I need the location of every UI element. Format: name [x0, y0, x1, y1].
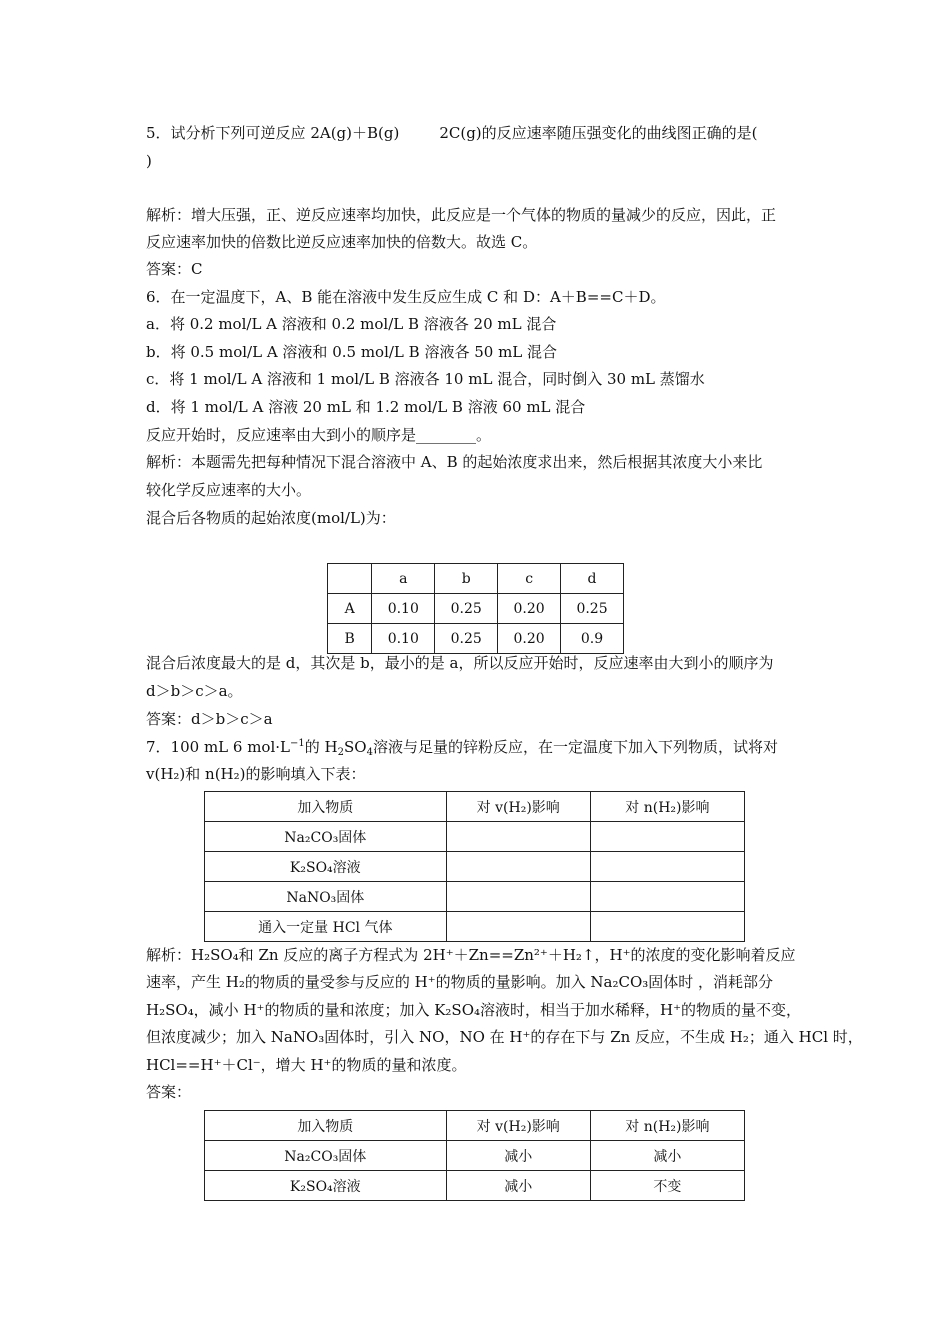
q7-stem-text-c: SO	[343, 738, 367, 756]
q6-analysis-line2: 较化学反应速率的大小。	[146, 481, 312, 499]
table-cell	[446, 852, 590, 882]
table-row	[205, 882, 745, 912]
table-row	[205, 852, 745, 882]
table-row	[205, 912, 745, 942]
table-cell: c	[498, 564, 561, 594]
table-cell: 0.10	[372, 624, 435, 654]
q7-stem-sub1: 2	[337, 747, 344, 758]
table-cell: a	[372, 564, 435, 594]
table-cell: 加入物质	[205, 1111, 447, 1141]
table-cell: 减小	[446, 1171, 590, 1201]
q7-answer-table	[204, 1110, 745, 1201]
table-row	[328, 624, 624, 654]
q6-conclusion-line2: d＞b＞c＞a。	[146, 682, 243, 700]
table-cell: 减小	[446, 1141, 590, 1171]
q6-stem: 6．在一定温度下，A、B 能在溶液中发生反应生成 C 和 D：A＋B==C＋D。	[146, 288, 666, 306]
table-row	[205, 1171, 745, 1201]
table-cell	[446, 912, 590, 942]
table-cell: 0.25	[435, 594, 498, 624]
table-cell: 0.25	[435, 624, 498, 654]
q5-stem-part2: 2C(g)的反应速率随压强变化的曲线图正确的是(	[439, 124, 758, 142]
table-cell: 对 n(H₂)影响	[590, 1111, 744, 1141]
table-cell: 对 v(H₂)影响	[446, 792, 590, 822]
q7-stem-sub2: 4	[366, 747, 373, 758]
table-cell: 对 v(H₂)影响	[446, 1111, 590, 1141]
table-cell: 0.20	[498, 594, 561, 624]
table-cell: Na₂CO₃固体	[205, 1141, 447, 1171]
table-cell	[590, 822, 744, 852]
table-cell: Na₂CO₃固体	[205, 822, 447, 852]
table-cell: 对 n(H₂)影响	[590, 792, 744, 822]
q5-stem-part1: 5．试分析下列可逆反应 2A(g)＋B(g)	[146, 124, 400, 142]
table-cell: d	[561, 564, 624, 594]
q7-analysis-line5: HCl==H⁺＋Cl⁻，增大 H⁺的物质的量和浓度。	[146, 1056, 467, 1074]
q7-question-table	[204, 791, 745, 942]
q6-option-d: d．将 1 mol/L A 溶液 20 mL 和 1.2 mol/L B 溶液 60 mL 混合	[146, 398, 586, 416]
q6-analysis-line1: 解析：本题需先把每种情况下混合溶液中 A、B 的起始浓度求出来，然后根据其浓度大小来比	[146, 453, 763, 471]
table-cell	[590, 912, 744, 942]
q7-answer-label: 答案：	[146, 1083, 192, 1101]
q6-question: 反应开始时，反应速率由大到小的顺序是________。	[146, 426, 492, 444]
q7-stem-line2: v(H₂)和 n(H₂)的影响填入下表：	[146, 765, 366, 783]
table-cell	[446, 822, 590, 852]
table-cell: 0.9	[561, 624, 624, 654]
table-cell: 减小	[590, 1141, 744, 1171]
table-row	[328, 564, 624, 594]
table-cell	[590, 852, 744, 882]
q7-stem-text-d: 溶液与足量的锌粉反应，在一定温度下加入下列物质，试将对	[372, 738, 778, 756]
q6-option-b: b．将 0.5 mol/L A 溶液和 0.5 mol/L B 溶液各 50 mL 混合	[146, 343, 558, 361]
table-cell: K₂SO₄溶液	[205, 1171, 447, 1201]
table-cell	[328, 564, 372, 594]
q6-concentration-table	[327, 563, 624, 654]
q6-option-c: c．将 1 mol/L A 溶液和 1 mol/L B 溶液各 10 mL 混合，同时倒入 30 mL 蒸馏水	[146, 370, 705, 388]
q7-analysis-line1: 解析：H₂SO₄和 Zn 反应的离子方程式为 2H⁺＋Zn==Zn²⁺＋H₂↑，H⁺的浓度的变化影响着反应	[146, 946, 796, 964]
q5-analysis-line1: 解析：增大压强，正、逆反应速率均加快，此反应是一个气体的物质的量减少的反应，因此，正	[146, 206, 777, 224]
table-row	[205, 822, 745, 852]
q5-stem-line1	[146, 122, 758, 144]
table-row	[205, 1141, 745, 1171]
q5-analysis-line2: 反应速率加快的倍数比逆反应速率加快的倍数大。故选 C。	[146, 233, 538, 251]
q7-stem-line1	[146, 736, 778, 758]
q5-answer: 答案：C	[146, 260, 203, 278]
q7-stem-text-a: 7．100 mL 6 mol·L	[146, 738, 290, 756]
q7-stem-sup: −1	[290, 738, 305, 749]
q6-option-a: a．将 0.2 mol/L A 溶液和 0.2 mol/L B 溶液各 20 mL 混合	[146, 315, 557, 333]
q6-answer: 答案：d＞b＞c＞a	[146, 710, 273, 728]
table-cell: 通入一定量 HCl 气体	[205, 912, 447, 942]
table-cell: 0.10	[372, 594, 435, 624]
table-cell: 加入物质	[205, 792, 447, 822]
q5-stem-line2: )	[146, 152, 152, 170]
q7-analysis-line4: 但浓度减少；加入 NaNO₃固体时，引入 NO，NO 在 H⁺的存在下与 Zn 反应，不生成 H₂；通入 HCl 时，	[146, 1028, 863, 1046]
table-cell: B	[328, 624, 372, 654]
table-row	[328, 594, 624, 624]
q6-table-caption: 混合后各物质的起始浓度(mol/L)为：	[146, 509, 396, 527]
table-cell: A	[328, 594, 372, 624]
table-cell	[590, 882, 744, 912]
table-cell: K₂SO₄溶液	[205, 852, 447, 882]
table-cell	[446, 882, 590, 912]
q7-stem-text-b: 的 H	[304, 738, 338, 756]
q6-conclusion-line1: 混合后浓度最大的是 d，其次是 b，最小的是 a，所以反应开始时，反应速率由大到小的顺序为	[146, 654, 774, 672]
q7-analysis-line3: H₂SO₄，减小 H⁺的物质的量和浓度；加入 K₂SO₄溶液时，相当于加水稀释，H⁺的物质的量不变，	[146, 1001, 802, 1019]
table-cell: 0.20	[498, 624, 561, 654]
table-row	[205, 1111, 745, 1141]
q7-analysis-line2: 速率，产生 H₂的物质的量受参与反应的 H⁺的物质的量影响。加入 Na₂CO₃固体时 ，消耗部分	[146, 973, 774, 991]
table-cell: 不变	[590, 1171, 744, 1201]
table-cell: 0.25	[561, 594, 624, 624]
table-cell: NaNO₃固体	[205, 882, 447, 912]
table-row	[205, 792, 745, 822]
table-cell: b	[435, 564, 498, 594]
